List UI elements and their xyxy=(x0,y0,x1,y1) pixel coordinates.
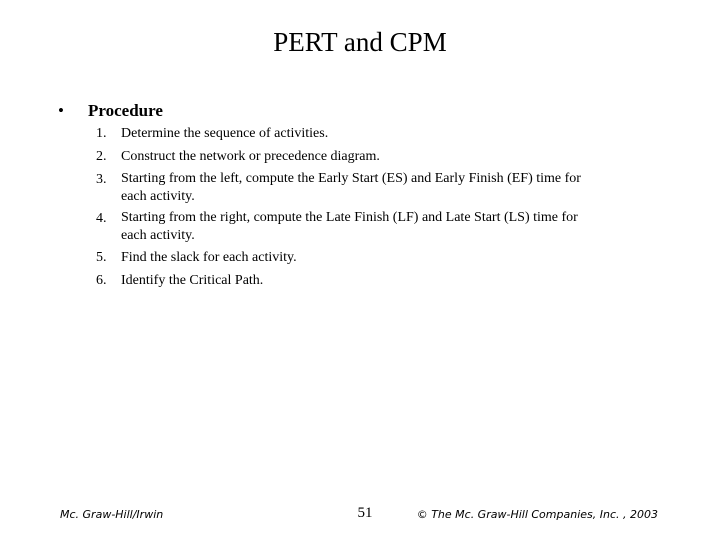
step-number: 3. xyxy=(96,172,107,187)
step-number: 4. xyxy=(96,211,107,226)
list-item xyxy=(96,271,666,291)
step-text: Find the slack for each activity. xyxy=(121,250,297,265)
step-number: 1. xyxy=(96,126,107,141)
footer-copyright: © The Mc. Graw-Hill Companies, Inc. , 2003 xyxy=(416,508,658,521)
step-text: Starting from the left, compute the Early Start (ES) and Early Finish (EF) time for xyxy=(121,171,581,186)
list-item xyxy=(96,124,666,144)
step-number: 2. xyxy=(96,149,107,164)
step-number: 5. xyxy=(96,250,107,265)
step-text-continuation: each activity. xyxy=(121,228,195,243)
footer-publisher: Mc. Graw-Hill/Irwin xyxy=(60,508,164,521)
step-text-continuation: each activity. xyxy=(121,189,195,204)
list-item xyxy=(96,147,666,167)
slide-title: PERT and CPM xyxy=(273,27,447,57)
page-number: 51 xyxy=(357,505,373,521)
procedure-steps-list xyxy=(96,124,666,294)
list-item xyxy=(96,248,666,268)
step-text: Identify the Critical Path. xyxy=(121,273,264,288)
step-text: Determine the sequence of activities. xyxy=(121,126,329,141)
step-text: Starting from the right, compute the Late Finish (LF) and Late Start (LS) time for xyxy=(121,210,578,225)
list-item xyxy=(96,209,666,245)
bullet-icon: • xyxy=(58,101,64,120)
procedure-heading: Procedure xyxy=(88,101,163,120)
step-text: Construct the network or precedence diagram. xyxy=(121,149,380,164)
step-number: 6. xyxy=(96,273,107,288)
list-item xyxy=(96,170,666,206)
